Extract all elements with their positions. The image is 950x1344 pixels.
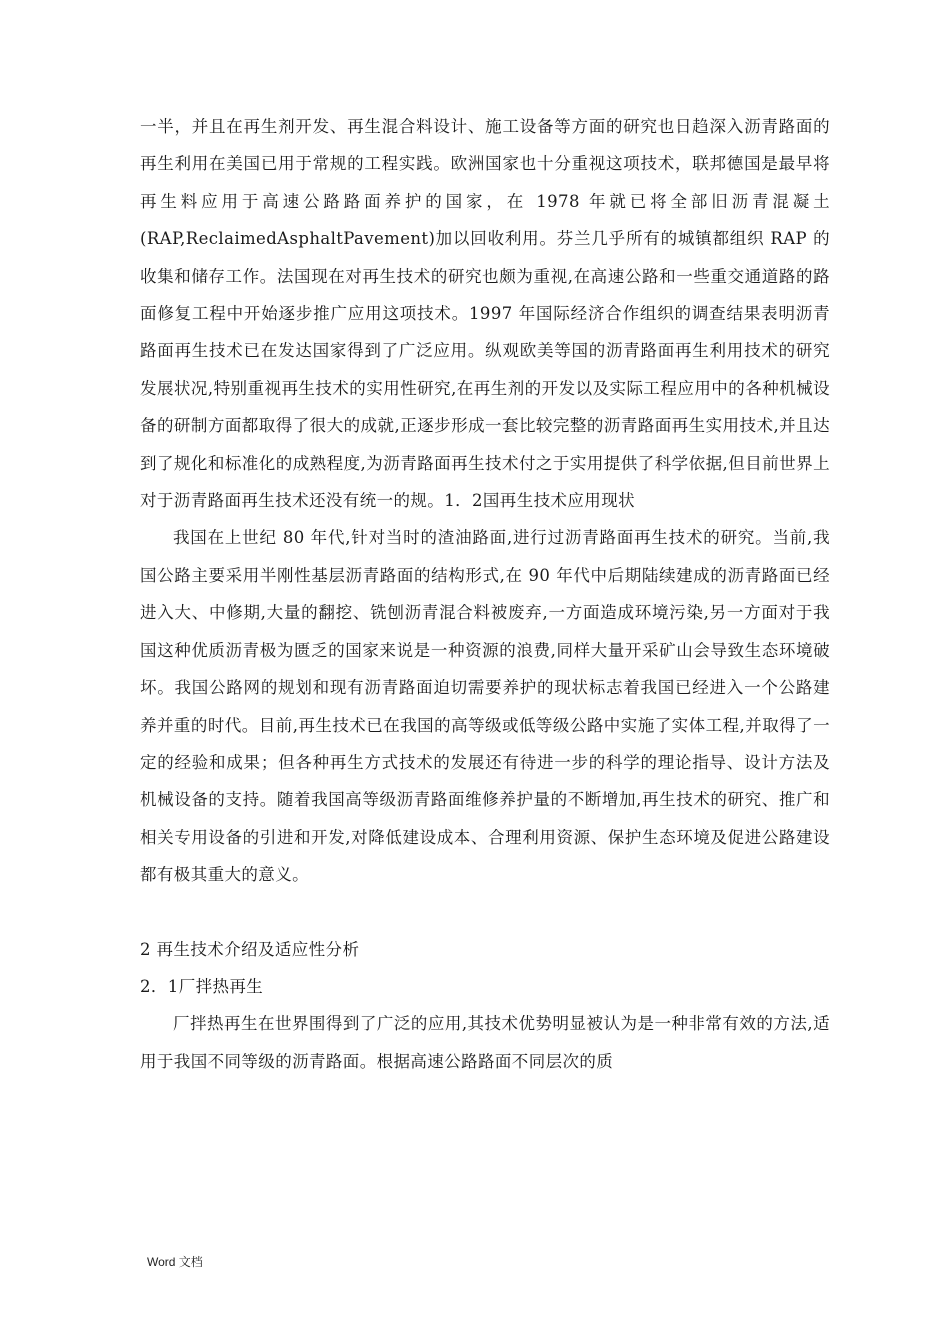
section-heading: 2 再生技术介绍及适应性分析 bbox=[140, 939, 360, 959]
subsection-heading: 2．1厂拌热再生 bbox=[140, 976, 264, 996]
document-body bbox=[140, 108, 830, 1080]
paragraph-1: 一半，并且在再生剂开发、再生混合料设计、施工设备等方面的研究也日趋深入沥青路面的再生利用在美国已用于常规的工程实践。欧洲国家也十分重视这项技术，联邦德国是最早将再生料应用于高速公路路面养护的国家，在 1978 年就已将全部旧沥青混凝土(RAP,ReclaimedAsphaltPavement)加以回收利用。芬兰几乎所有的城镇都组织 RAP 的收集和储存工作。法国现在对再生技术的研究也颇为重视,在高速公路和一些重交通道路的路面修复工程中开始逐步推广应用这项技术。1997 年国际经济合作组织的调查结果表明沥青路面再生技术已在发达国家得到了广泛应用。纵观欧美等国的沥青路面再生利用技术的研究发展状况,特别重视再生技术的实用性研究,在再生剂的开发以及实际工程应用中的各种机械设备的研制方面都取得了很大的成就,正逐步形成一套比较完整的沥青路面再生实用技术,并且达到了规化和标准化的成熟程度,为沥青路面再生技术付之于实用提供了科学依据,但目前世界上对于沥青路面再生技术还没有统一的规。1．2国再生技术应用现状 bbox=[140, 117, 830, 511]
paragraph-3: 厂拌热再生在世界围得到了广泛的应用,其技术优势明显被认为是一种非常有效的方法,适用于我国不同等级的沥青路面。根据高速公路路面不同层次的质 bbox=[140, 1014, 830, 1071]
paragraph-2: 我国在上世纪 80 年代,针对当时的渣油路面,进行过沥青路面再生技术的研究。当前,我国公路主要采用半刚性基层沥青路面的结构形式,在 90 年代中后期陆续建成的沥青路面已经进入大、中修期,大量的翻挖、铣刨沥青混合料被废弃,一方面造成环境污染,另一方面对于我国这种优质沥青极为匮乏的国家来说是一种资源的浪费,同样大量开采矿山会导致生态环境破坏。我国公路网的规划和现有沥青路面迫切需要养护的现状标志着我国已经进入一个公路建养并重的时代。目前,再生技术已在我国的高等级或低等级公路中实施了实体工程,并取得了一定的经验和成果；但各种再生方式技术的发展还有待进一步的科学的理论指导、设计方法及机械设备的支持。随着我国高等级沥青路面维修养护量的不断增加,再生技术的研究、推广和相关专用设备的引进和开发,对降低建设成本、合理利用资源、保护生态环境及促进公路建设都有极其重大的意义。 bbox=[140, 528, 830, 885]
section-gap bbox=[140, 894, 830, 931]
page-footer: Word 文档 bbox=[147, 1255, 203, 1269]
